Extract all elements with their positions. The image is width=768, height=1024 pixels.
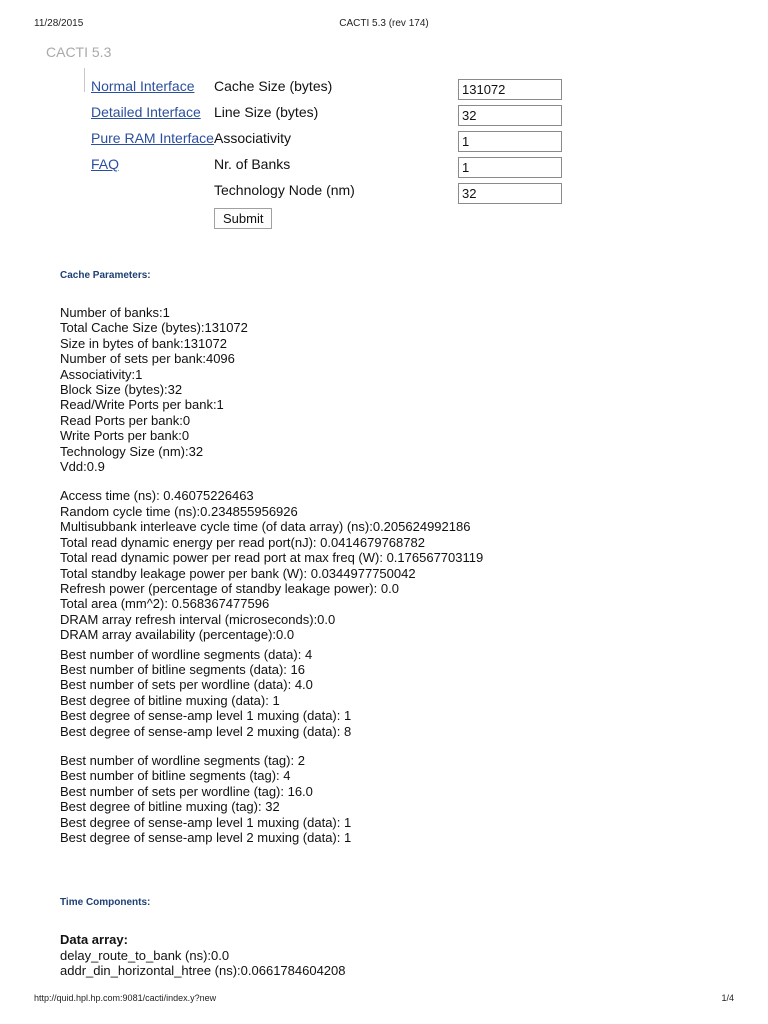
- params-group-tag-organization: [60, 753, 483, 845]
- parameter-line: Random cycle time (ns):0.234855956926: [60, 503, 298, 519]
- parameter-line: Best degree of sense-amp level 1 muxing (data): 1: [60, 814, 352, 830]
- form-row-cache-size: [214, 78, 574, 104]
- form-row-technology-node: [214, 182, 574, 208]
- nav-link-faq[interactable]: FAQ: [91, 156, 120, 172]
- parameter-line: Block Size (bytes):32: [60, 382, 183, 398]
- nav-link-normal-interface[interactable]: Normal Interface: [91, 78, 195, 94]
- data-array-heading: Data array:: [60, 932, 128, 947]
- nav-link-pure-ram-interface[interactable]: Pure RAM Interface: [91, 130, 214, 146]
- form-row-banks: [214, 156, 574, 182]
- cache-parameters-heading: Cache Parameters:: [60, 270, 151, 281]
- parameter-line: Read Ports per bank:0: [60, 412, 191, 428]
- parameter-line: Multisubbank interleave cycle time (of data array) (ns):0.205624992186: [60, 519, 471, 535]
- print-footer: [34, 993, 734, 1007]
- nav-link-detailed-interface[interactable]: Detailed Interface: [91, 104, 201, 120]
- nav-divider: [84, 68, 85, 92]
- time-components-output: [60, 948, 346, 979]
- parameter-line: Total area (mm^2): 0.568367477596: [60, 596, 270, 612]
- time-components-heading: Time Components:: [60, 897, 151, 908]
- parameter-line: Total read dynamic power per read port at max freq (W): 0.176567703119: [60, 550, 484, 566]
- params-group-data-organization: [60, 647, 483, 739]
- print-header: [34, 18, 734, 32]
- cache-config-form: [214, 78, 574, 208]
- parameter-line: Number of banks:1: [60, 305, 170, 320]
- technology-node-label: Technology Node (nm): [214, 182, 355, 198]
- parameter-line: Best degree of bitline muxing (tag): 32: [60, 799, 280, 815]
- parameter-line: Best number of sets per wordline (data): 4.0: [60, 677, 313, 693]
- params-group-timing-power: [60, 488, 483, 642]
- parameter-line: Size in bytes of bank:131072: [60, 335, 227, 351]
- line-size-label: Line Size (bytes): [214, 104, 319, 120]
- associativity-label: Associativity: [214, 130, 292, 146]
- parameter-line: Best number of wordline segments (data): 4: [60, 646, 313, 662]
- addr-din-horizontal-htree: addr_din_horizontal_htree (ns):0.0661784604208: [60, 963, 346, 979]
- parameter-line: Best degree of bitline muxing (data): 1: [60, 692, 280, 708]
- parameter-line: Best number of sets per wordline (tag): 16.0: [60, 783, 313, 799]
- delay-route-to-bank: delay_route_to_bank (ns):0.0: [60, 948, 230, 963]
- submit-button[interactable]: Submit: [214, 208, 272, 229]
- parameter-line: Read/Write Ports per bank:1: [60, 397, 224, 413]
- technology-node-input[interactable]: [458, 183, 562, 204]
- cache-size-label: Cache Size (bytes): [214, 78, 333, 94]
- print-date: 11/28/2015: [34, 18, 84, 29]
- form-row-line-size: [214, 104, 574, 130]
- spacer: [60, 739, 483, 753]
- form-row-associativity: [214, 130, 574, 156]
- parameter-line: Technology Size (nm):32: [60, 443, 204, 459]
- parameter-line: Vdd:0.9: [60, 459, 105, 475]
- params-group-config: [60, 305, 483, 474]
- parameter-line: Number of sets per bank:4096: [60, 351, 235, 367]
- parameter-line: Best degree of sense-amp level 2 muxing (data): 1: [60, 830, 352, 845]
- app-title: CACTI 5.3: [46, 44, 112, 60]
- banks-label: Nr. of Banks: [214, 156, 291, 172]
- spacer: [60, 474, 483, 488]
- parameter-line: DRAM array refresh interval (microseconds):0.0: [60, 611, 336, 627]
- banks-input[interactable]: [458, 157, 562, 178]
- parameter-line: Total read dynamic energy per read port(nJ): 0.0414679768782: [60, 534, 425, 550]
- line-size-input[interactable]: [458, 105, 562, 126]
- parameter-line: Best degree of sense-amp level 1 muxing (data): 1: [60, 708, 352, 724]
- parameter-line: Write Ports per bank:0: [60, 428, 190, 444]
- parameter-line: Best number of bitline segments (tag): 4: [60, 768, 291, 784]
- print-title: CACTI 5.3 (rev 174): [339, 18, 429, 29]
- parameter-line: Best number of wordline segments (tag): 2: [60, 752, 305, 768]
- cache-size-input[interactable]: [458, 79, 562, 100]
- parameter-line: Total Cache Size (bytes):131072: [60, 320, 248, 336]
- parameter-line: Best number of bitline segments (data): 16: [60, 661, 305, 677]
- parameter-line: Refresh power (percentage of standby leakage power): 0.0: [60, 580, 399, 596]
- parameter-line: DRAM array availability (percentage):0.0: [60, 627, 295, 643]
- parameter-line: Access time (ns): 0.46075226463: [60, 488, 254, 504]
- cache-parameters-output: [60, 305, 483, 845]
- parameter-line: Total standby leakage power per bank (W): 0.0344977750042: [60, 565, 416, 581]
- parameter-line: Associativity:1: [60, 366, 143, 382]
- associativity-input[interactable]: [458, 131, 562, 152]
- page-number: 1/4: [721, 993, 734, 1003]
- page-url: http://quid.hpl.hp.com:9081/cacti/index.y?new: [34, 993, 217, 1003]
- parameter-line: Best degree of sense-amp level 2 muxing (data): 8: [60, 723, 352, 739]
- interface-nav: [91, 78, 214, 182]
